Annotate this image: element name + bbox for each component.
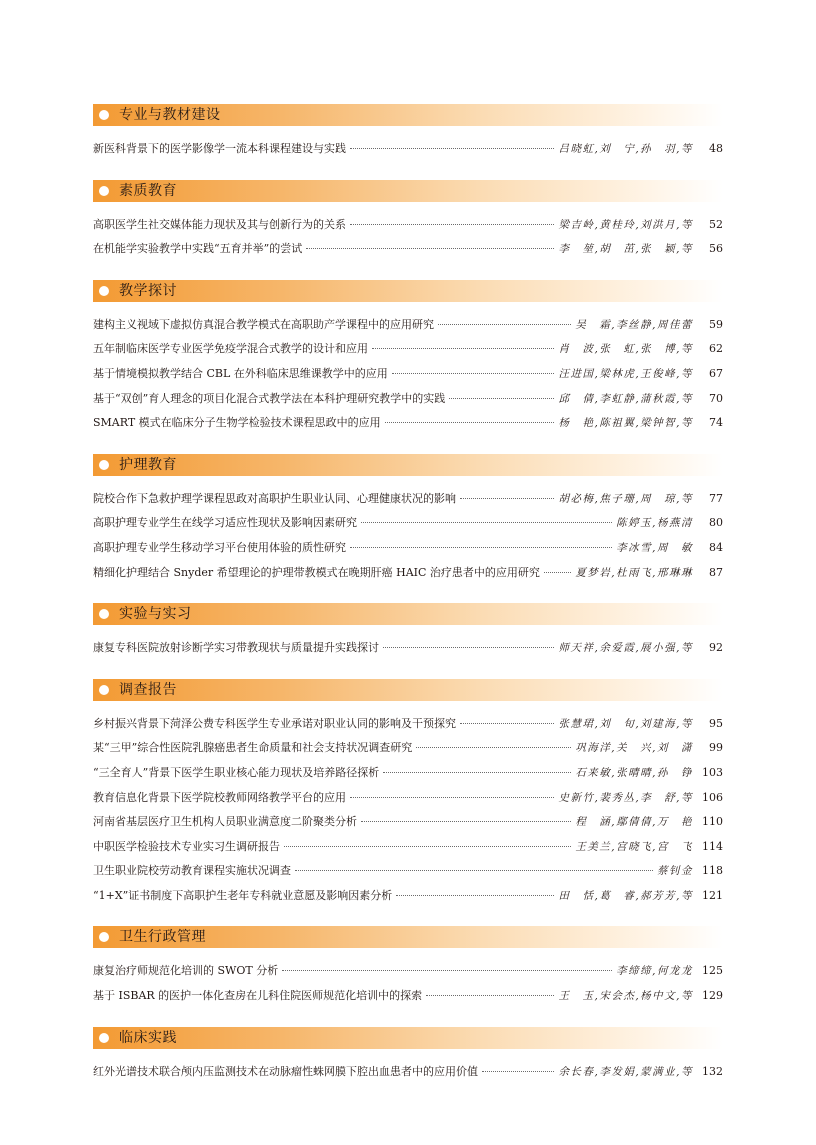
toc-section [93,1027,723,1103]
toc-entry[interactable] [93,415,723,440]
page-number: 106 [702,790,723,804]
article-authors: 史新竹,裴秀丛,李 舒,等 [558,791,693,804]
article-title[interactable]: 五年制临床医学专业医学免疫学混合式教学的设计和应用 [93,342,368,356]
article-title[interactable]: 基于 ISBAR 的医护一体化查房在儿科住院医师规范化培训中的探索 [93,989,423,1003]
article-authors: 汪进国,梁林虎,王俊峰,等 [558,367,693,380]
page-number: 87 [709,565,723,579]
page-number: 74 [709,416,723,430]
section-entries [93,701,723,927]
toc-section [93,104,723,180]
toc-entry[interactable] [93,391,723,416]
dot-leader [416,747,571,748]
section-header [93,679,723,701]
toc-section [93,679,723,927]
toc-section [93,180,723,280]
article-authors: 师天祥,余爱霞,展小强,等 [558,642,693,655]
page-number: 121 [702,888,723,902]
toc-entry[interactable] [93,839,723,864]
dot-leader [350,148,554,149]
bullet-dot-icon [99,685,109,695]
section-entries [93,126,723,180]
page-number: 77 [709,491,723,505]
dot-leader [350,797,554,798]
section-header [93,280,723,302]
page-number: 132 [702,1064,723,1078]
page-number: 110 [702,815,723,829]
dot-leader [372,348,554,349]
article-title[interactable]: 中职医学检验技术专业实习生调研报告 [93,839,280,853]
toc-entry[interactable] [93,141,723,166]
section-header [93,104,723,126]
article-authors: 杨 艳,陈祖翼,梁钟智,等 [558,417,693,430]
article-title[interactable]: 建构主义视域下虚拟仿真混合教学模式在高职助产学课程中的应用研究 [93,317,434,331]
toc-entry[interactable] [93,765,723,790]
dot-leader [350,547,612,548]
article-authors: 李缔缔,何龙龙 [616,965,693,978]
article-title[interactable]: 康复治疗师规范化培训的 SWOT 分析 [93,964,279,978]
page-number: 62 [709,342,723,356]
dot-leader [460,498,554,499]
dot-leader [544,572,571,573]
page-number: 118 [702,864,723,878]
article-title[interactable]: 教育信息化背景下医学院校教师网络教学平台的应用 [93,790,346,804]
article-title[interactable]: SMART 模式在临床分子生物学检验技术课程思政中的应用 [93,416,381,430]
article-authors: 邱 倩,李虹静,蒲秋霞,等 [558,392,693,405]
article-title[interactable]: 在机能学实验教学中实践“五育并举”的尝试 [93,242,303,256]
section-entries [93,948,723,1026]
article-authors: 田 恬,葛 睿,郝芳芳,等 [558,889,693,902]
toc-entry[interactable] [93,963,723,988]
toc-entry[interactable] [93,988,723,1013]
toc-entry[interactable] [93,888,723,913]
dot-leader [449,398,554,399]
dot-leader [350,224,554,225]
toc-entry[interactable] [93,565,723,590]
toc-entry[interactable] [93,366,723,391]
article-authors: 王 玉,宋会杰,杨中文,等 [558,990,693,1003]
article-authors: 李 堃,胡 茁,张 颖,等 [558,243,693,256]
article-title[interactable]: 院校合作下急救护理学课程思政对高职护生职业认同、心理健康状况的影响 [93,491,456,505]
dot-leader [482,1071,554,1072]
section-title: 卫生行政管理 [119,929,206,946]
article-authors: 石来敏,张晴晴,孙 铮 [575,766,693,779]
page-number: 129 [702,989,723,1003]
toc-entry[interactable] [93,790,723,815]
bullet-dot-icon [99,186,109,196]
page-number: 114 [702,839,723,853]
dot-leader [438,324,571,325]
toc-entry[interactable] [93,217,723,242]
article-authors: 张慧珺,刘 旬,刘建海,等 [558,717,693,730]
toc-entry[interactable] [93,341,723,366]
dot-leader [392,373,555,374]
page-number: 67 [709,366,723,380]
article-title[interactable]: 精细化护理结合 Snyder 希望理论的护理带教模式在晚期肝癌 HAIC 治疗患者中的应用研究 [93,565,540,579]
dot-leader [385,422,555,423]
article-authors: 吴 霜,李丝静,周佳蕾 [575,318,693,331]
page-number: 56 [709,242,723,256]
toc-entry[interactable] [93,515,723,540]
dot-leader [460,723,554,724]
toc-entry[interactable] [93,1064,723,1089]
dot-leader [306,248,554,249]
section-entries [93,202,723,280]
section-entries [93,625,723,679]
section-title: 素质教育 [119,182,177,199]
bullet-dot-icon [99,609,109,619]
page-number: 80 [709,516,723,530]
article-title[interactable]: 河南省基层医疗卫生机构人员职业满意度二阶聚类分析 [93,815,357,829]
page-number: 103 [702,765,723,779]
article-title[interactable]: 高职护理专业学生移动学习平台使用体验的质性研究 [93,540,346,554]
toc-section [93,280,723,454]
bullet-dot-icon [99,932,109,942]
toc-entry[interactable] [93,640,723,665]
article-authors: 李冰雪,周 敏 [616,541,693,554]
dot-leader [282,970,612,971]
bullet-dot-icon [99,286,109,296]
section-title: 护理教育 [119,456,177,473]
toc-entry[interactable] [93,716,723,741]
article-authors: 程 涵,鄢倩倩,万 艳 [575,816,693,829]
article-title[interactable]: 新医科背景下的医学影像学一流本科课程建设与实践 [93,142,346,155]
page-number: 99 [709,741,723,755]
article-authors: 梁吉岭,黄桂玲,刘洪月,等 [558,218,693,231]
page-number: 92 [709,641,723,655]
section-entries [93,476,723,603]
article-authors: 陈婷玉,杨燕清 [616,517,693,530]
section-title: 实验与实习 [119,606,192,623]
dot-leader [361,522,612,523]
article-title[interactable]: 高职医学生社交媒体能力现状及其与创新行为的关系 [93,217,346,231]
article-authors: 吕晓虹,刘 宁,孙 羽,等 [558,143,693,155]
toc-entry[interactable] [93,491,723,516]
table-of-contents [93,104,723,1102]
section-entries [93,302,723,454]
article-title[interactable]: 基于“双创”育人理念的项目化混合式教学法在本科护理研究教学中的实践 [93,391,446,405]
section-title: 临床实践 [119,1029,177,1046]
section-header [93,180,723,202]
dot-leader [383,647,554,648]
toc-section [93,454,723,603]
page-number: 48 [709,142,723,155]
dot-leader [383,772,571,773]
toc-entry[interactable] [93,241,723,266]
toc-entry[interactable] [93,814,723,839]
page-number: 59 [709,317,723,331]
page-number: 125 [702,964,723,978]
bullet-dot-icon [99,1033,109,1043]
article-authors: 胡必梅,焦子珊,周 琼,等 [558,492,693,505]
section-header [93,1027,723,1049]
article-title[interactable]: “1+X”证书制度下高职护生老年专科就业意愿及影响因素分析 [93,888,393,902]
page-number: 84 [709,540,723,554]
section-title: 教学探讨 [119,282,177,299]
article-authors: 王美兰,宫晓飞,宫 飞 [575,840,693,853]
section-header [93,603,723,625]
section-header [93,454,723,476]
dot-leader [284,846,571,847]
article-authors: 蔡钊金 [657,865,693,878]
bullet-dot-icon [99,460,109,470]
article-title[interactable]: 卫生职业院校劳动教育课程实施状况调查 [93,864,291,878]
toc-entry[interactable] [93,317,723,342]
page-number: 52 [709,217,723,231]
article-title[interactable]: 康复专科医院放射诊断学实习带教现状与质量提升实践探讨 [93,641,379,655]
article-authors: 肖 波,张 虹,张 博,等 [558,343,693,356]
toc-section [93,603,723,679]
article-title[interactable]: 高职护理专业学生在线学习适应性现状及影响因素研究 [93,516,357,530]
dot-leader [426,995,554,996]
section-title: 专业与教材建设 [119,107,221,123]
toc-entry[interactable] [93,540,723,565]
article-title[interactable]: 某“三甲”综合性医院乳腺癌患者生命质量和社会支持状况调查研究 [93,741,413,755]
article-authors: 余长春,李发娟,蒙满业,等 [558,1065,693,1078]
page-number: 95 [709,716,723,730]
article-title[interactable]: 基于情境模拟教学结合 CBL 在外科临床思维课教学中的应用 [93,366,388,380]
dot-leader [396,895,554,896]
bullet-dot-icon [99,110,109,120]
section-title: 调查报告 [119,681,177,698]
section-entries [93,1049,723,1103]
section-header [93,926,723,948]
article-authors: 夏梦岩,杜雨飞,邢琳琳 [575,566,693,579]
toc-entry[interactable] [93,863,723,888]
article-title[interactable]: 红外光谱技术联合颅内压监测技术在动脉瘤性蛛网膜下腔出血患者中的应用价值 [93,1064,478,1078]
toc-section [93,926,723,1026]
toc-entry[interactable] [93,740,723,765]
dot-leader [295,870,653,871]
article-title[interactable]: 乡村振兴背景下菏泽公费专科医学生专业承诺对职业认同的影响及干预探究 [93,716,456,730]
page-number: 70 [709,391,723,405]
dot-leader [361,821,571,822]
article-title[interactable]: “三全育人”背景下医学生职业核心能力现状及培养路径探析 [93,765,380,779]
article-authors: 巩海洋,关 兴,刘 潇 [575,742,693,755]
